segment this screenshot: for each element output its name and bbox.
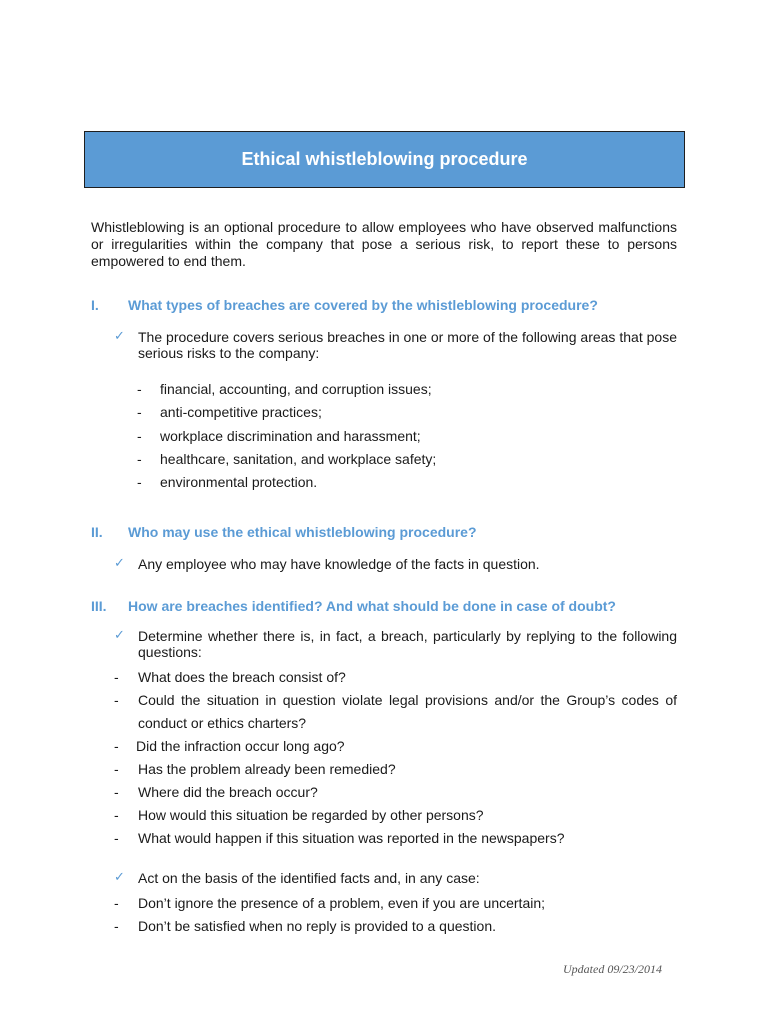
question-text: Did the infraction occur long ago?: [136, 738, 345, 754]
section-1-heading: [91, 297, 598, 313]
list-item-text: healthcare, sanitation, and workplace safety;: [160, 451, 437, 467]
action-item: [114, 915, 677, 938]
question-text: How would this situation be regarded by other persons?: [138, 807, 484, 823]
question-text: Has the problem already been remedied?: [138, 761, 396, 777]
question-text: What does the breach consist of?: [138, 669, 346, 685]
title-box: [84, 131, 685, 188]
list-item-text: anti-competitive practices;: [160, 404, 322, 420]
list-item-text: financial, accounting, and corruption issues;: [160, 381, 432, 397]
dash-bullet: -: [114, 738, 119, 754]
list-item: [137, 471, 677, 494]
section-3-check-item-2: [114, 870, 677, 886]
list-item-text: environmental protection.: [160, 474, 318, 490]
dash-bullet: -: [114, 830, 119, 846]
question-item: [114, 804, 677, 827]
updated-date-footer: Updated 09/23/2014: [563, 962, 662, 976]
section-1-check-item: [114, 329, 677, 361]
section-2-check-item: [114, 556, 677, 572]
checkmark-icon: ✓: [114, 870, 125, 885]
question-item: [114, 735, 677, 758]
list-item: [137, 425, 677, 448]
dash-bullet: -: [114, 761, 119, 777]
dash-bullet: -: [114, 895, 119, 911]
section-1-title: What types of breaches are covered by the whistleblowing procedure?: [128, 297, 598, 313]
action-item: [114, 892, 677, 915]
question-item: [114, 666, 677, 689]
dash-bullet: -: [114, 807, 119, 823]
question-text: Where did the breach occur?: [138, 784, 318, 800]
checkmark-icon: ✓: [114, 556, 125, 571]
question-text: What would happen if this situation was reported in the newspapers?: [138, 830, 565, 846]
checkmark-icon: ✓: [114, 628, 125, 643]
section-3-check-1-text: Determine whether there is, in fact, a breach, particularly by replying to the following questions:: [138, 628, 677, 660]
list-item-text: workplace discrimination and harassment;: [160, 428, 421, 444]
question-item: [114, 758, 677, 781]
section-3-number: III.: [91, 598, 107, 614]
question-item: [114, 689, 677, 735]
action-text: Don’t ignore the presence of a problem, even if you are uncertain;: [138, 895, 546, 911]
section-2-number: II.: [91, 524, 103, 540]
section-2-heading: [91, 524, 477, 540]
dash-bullet: -: [114, 669, 119, 685]
list-item: [137, 448, 677, 471]
list-item: [137, 401, 677, 424]
list-item: [137, 378, 677, 401]
document-title: Ethical whistleblowing procedure: [241, 149, 528, 169]
dash-bullet: -: [137, 474, 142, 490]
question-text: Could the situation in question violate legal provisions and/or the Group’s codes of conduct or ethics charters?: [138, 692, 677, 731]
section-1-check-text: The procedure covers serious breaches in one or more of the following areas that pose serious risks to the company:: [138, 329, 677, 361]
dash-bullet: -: [114, 918, 119, 934]
action-text: Don’t be satisfied when no reply is provided to a question.: [138, 918, 496, 934]
section-3-title: How are breaches identified? And what should be done in case of doubt?: [128, 598, 616, 614]
dash-bullet: -: [114, 692, 119, 708]
dash-bullet: -: [137, 381, 142, 397]
dash-bullet: -: [137, 451, 142, 467]
intro-paragraph: Whistleblowing is an optional procedure to allow employees who have observed malfunctions or irregularities within the company that pose a serious risk, to report these to persons empowered to end them.: [91, 219, 677, 269]
section-2-check-text: Any employee who may have knowledge of the facts in question.: [138, 556, 540, 572]
dash-bullet: -: [114, 784, 119, 800]
section-3-heading: [91, 598, 616, 614]
question-item: [114, 781, 677, 804]
section-2-title: Who may use the ethical whistleblowing procedure?: [128, 524, 477, 540]
question-item: [114, 827, 677, 850]
section-3-check-item-1: [114, 628, 677, 660]
checkmark-icon: ✓: [114, 329, 125, 344]
section-3-check-2-text: Act on the basis of the identified facts and, in any case:: [138, 870, 480, 886]
dash-bullet: -: [137, 404, 142, 420]
section-1-number: I.: [91, 297, 99, 313]
dash-bullet: -: [137, 428, 142, 444]
